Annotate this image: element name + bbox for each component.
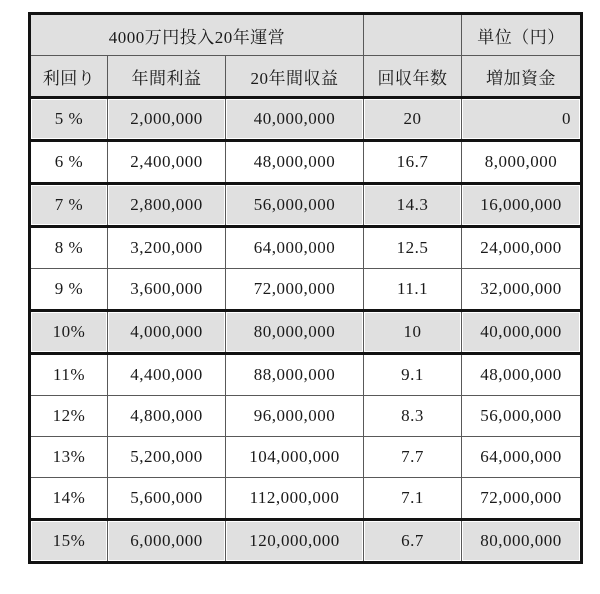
- column-header-increased-funds: 増加資金: [462, 56, 582, 98]
- cell-annual-profit: 5,600,000: [108, 478, 226, 520]
- cell-yield: 12%: [30, 396, 108, 437]
- investment-table: [28, 12, 583, 564]
- cell-20yr-revenue: 88,000,000: [226, 354, 364, 396]
- cell-yield: 15%: [30, 520, 108, 563]
- cell-20yr-revenue: 112,000,000: [226, 478, 364, 520]
- cell-payback-years: 7.7: [364, 437, 462, 478]
- column-header-20yr-revenue: 20年間収益: [226, 56, 364, 98]
- cell-yield: 11%: [30, 354, 108, 396]
- cell-20yr-revenue: 104,000,000: [226, 437, 364, 478]
- table-row: [30, 184, 582, 227]
- cell-payback-years: 12.5: [364, 227, 462, 269]
- cell-annual-profit: 3,200,000: [108, 227, 226, 269]
- table-row: [30, 227, 582, 269]
- column-header-payback-years: 回収年数: [364, 56, 462, 98]
- cell-annual-profit: 6,000,000: [108, 520, 226, 563]
- cell-20yr-revenue: 40,000,000: [226, 98, 364, 141]
- column-header-row: [30, 56, 582, 98]
- column-header-annual-profit: 年間利益: [108, 56, 226, 98]
- table-row: [30, 396, 582, 437]
- cell-yield: 5 %: [30, 98, 108, 141]
- cell-increased-funds: 64,000,000: [462, 437, 582, 478]
- cell-annual-profit: 4,800,000: [108, 396, 226, 437]
- cell-annual-profit: 2,400,000: [108, 141, 226, 184]
- cell-payback-years: 8.3: [364, 396, 462, 437]
- cell-yield: 7 %: [30, 184, 108, 227]
- cell-annual-profit: 2,800,000: [108, 184, 226, 227]
- cell-yield: 14%: [30, 478, 108, 520]
- cell-yield: 10%: [30, 311, 108, 354]
- cell-20yr-revenue: 48,000,000: [226, 141, 364, 184]
- cell-20yr-revenue: 64,000,000: [226, 227, 364, 269]
- cell-payback-years: 11.1: [364, 269, 462, 311]
- cell-yield: 8 %: [30, 227, 108, 269]
- column-header-yield: 利回り: [30, 56, 108, 98]
- table-row: [30, 437, 582, 478]
- cell-payback-years: 16.7: [364, 141, 462, 184]
- table-row: [30, 98, 582, 141]
- table-title-row: [30, 14, 582, 56]
- cell-annual-profit: 2,000,000: [108, 98, 226, 141]
- cell-payback-years: 9.1: [364, 354, 462, 396]
- cell-20yr-revenue: 96,000,000: [226, 396, 364, 437]
- cell-increased-funds: 56,000,000: [462, 396, 582, 437]
- cell-annual-profit: 3,600,000: [108, 269, 226, 311]
- cell-20yr-revenue: 56,000,000: [226, 184, 364, 227]
- cell-increased-funds: 16,000,000: [462, 184, 582, 227]
- cell-increased-funds: 48,000,000: [462, 354, 582, 396]
- table-row: [30, 520, 582, 563]
- table-row: [30, 478, 582, 520]
- table-title: 4000万円投入20年運営: [30, 14, 364, 56]
- empty-header-cell: [364, 14, 462, 56]
- cell-increased-funds: 72,000,000: [462, 478, 582, 520]
- cell-increased-funds: 80,000,000: [462, 520, 582, 563]
- cell-increased-funds: 40,000,000: [462, 311, 582, 354]
- cell-yield: 6 %: [30, 141, 108, 184]
- cell-payback-years: 7.1: [364, 478, 462, 520]
- cell-increased-funds: 32,000,000: [462, 269, 582, 311]
- cell-20yr-revenue: 80,000,000: [226, 311, 364, 354]
- table-row: [30, 354, 582, 396]
- table-row: [30, 311, 582, 354]
- unit-label: 単位（円）: [462, 14, 582, 56]
- cell-20yr-revenue: 72,000,000: [226, 269, 364, 311]
- cell-payback-years: 14.3: [364, 184, 462, 227]
- cell-increased-funds: 24,000,000: [462, 227, 582, 269]
- cell-yield: 13%: [30, 437, 108, 478]
- cell-payback-years: 20: [364, 98, 462, 141]
- cell-20yr-revenue: 120,000,000: [226, 520, 364, 563]
- cell-yield: 9 %: [30, 269, 108, 311]
- table-row: [30, 269, 582, 311]
- cell-annual-profit: 4,400,000: [108, 354, 226, 396]
- cell-increased-funds: 0: [462, 98, 582, 141]
- cell-payback-years: 6.7: [364, 520, 462, 563]
- cell-payback-years: 10: [364, 311, 462, 354]
- cell-annual-profit: 5,200,000: [108, 437, 226, 478]
- table-row: [30, 141, 582, 184]
- cell-increased-funds: 8,000,000: [462, 141, 582, 184]
- cell-annual-profit: 4,000,000: [108, 311, 226, 354]
